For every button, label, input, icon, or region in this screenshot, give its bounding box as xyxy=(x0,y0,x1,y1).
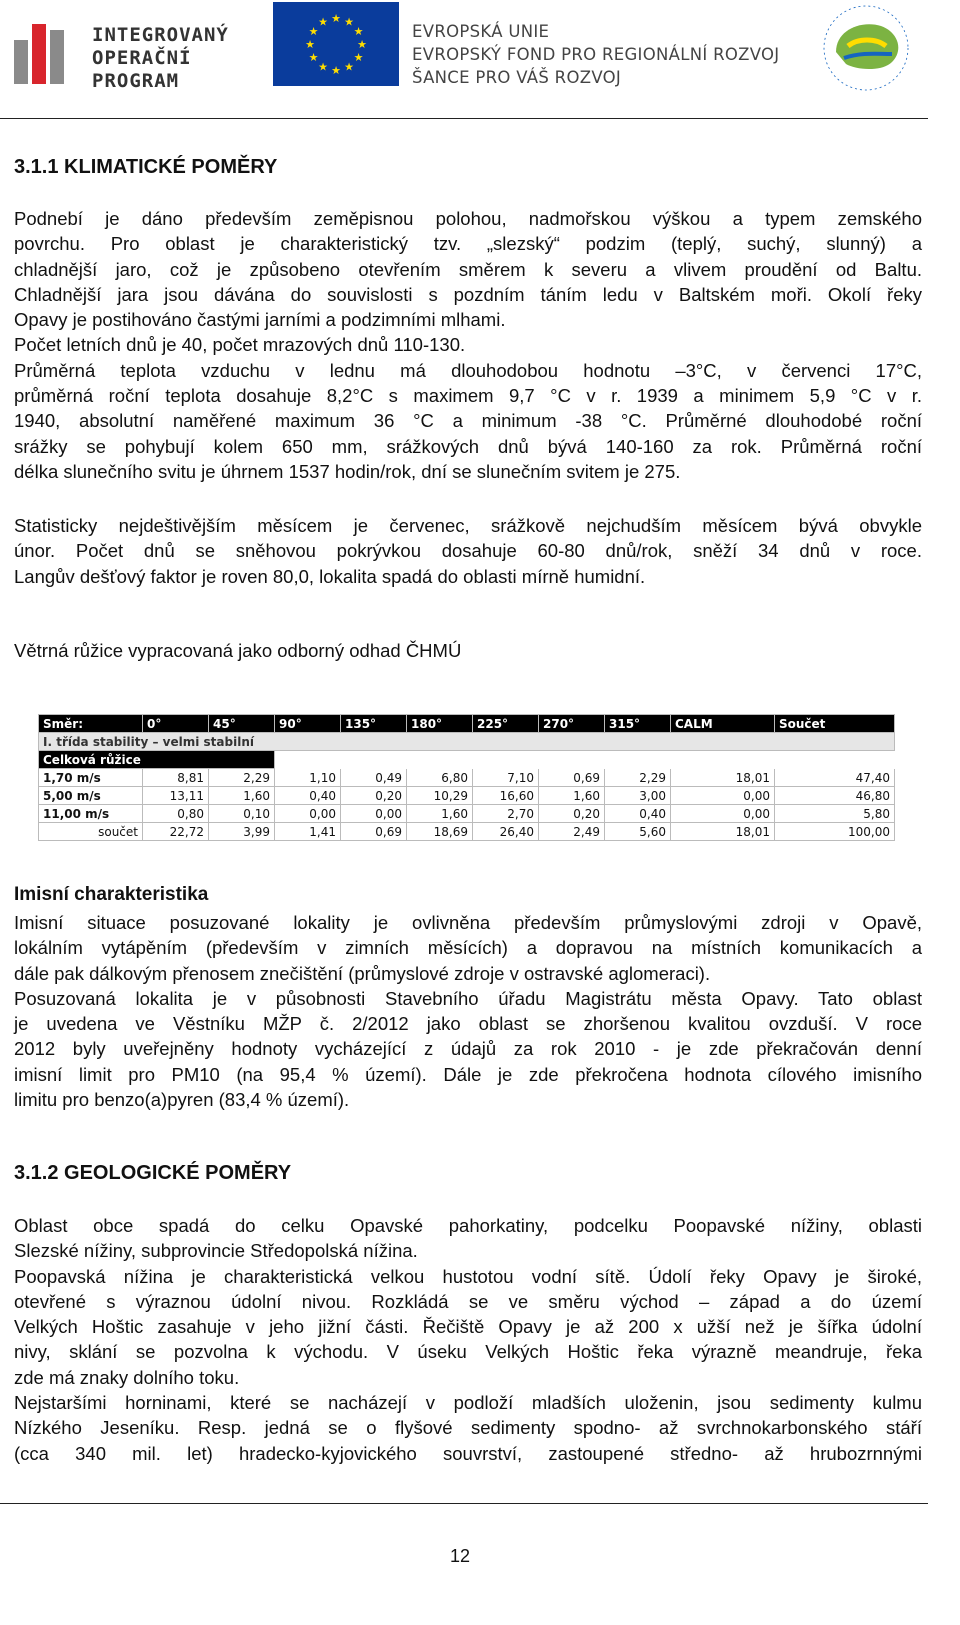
table-cell: 0,10 xyxy=(209,805,275,823)
eu-star-icon: ★ xyxy=(308,26,319,38)
table-cell: 2,49 xyxy=(539,823,605,841)
table-cell: 7,10 xyxy=(473,769,539,787)
table-row xyxy=(39,787,895,805)
table-cell: 1,60 xyxy=(539,787,605,805)
table-cell: 8,81 xyxy=(143,769,209,787)
rose-row xyxy=(39,751,895,769)
rose-label: Celková růžice xyxy=(39,751,275,769)
iop-logo xyxy=(14,10,244,90)
climate-paragraph-1: Podnebí je dáno především zeměpisnou polohou, nadmořskou výškou a typem zemského povrchu. Pro oblast je charakteristický tzv. „slezský“ podzim (teplý, suchý, slunný) a chladnější jaro, což je způsobeno otevřením směrem k severu a vlivem proudění od Baltu. Chladnější jara jsou dávána do souvislosti s pozdním táním ledu v Baltském moři. Okolí řeky Opavy je postihováno častými jarními a podzimními mlhami. Počet letních dnů je 40, počet mrazových dnů 110-130. Průměrná teplota vzduchu v lednu má dlouhodobou hodnotu –3°C, v červenci 17°C, průměrná roční teplota dosahuje 8,2°C s maximem 9,7 °C v r. 1939 a minimem 5,9 °C v r. 1940, absolutní naměřené maximum 36 °C a minimum -38 °C. Průměrné dlouhodobé roční srážky se pohybují kolem 650 mm, srážkových dnů bývá 140-160 za rok. Průměrná roční délka slunečního svitu je úhrnem 1537 hodin/rok, dní se slunečním svitem je 275. xyxy=(14,208,922,482)
section-heading-geology: 3.1.2 GEOLOGICKÉ POMĚRY xyxy=(14,1162,292,1184)
table-cell: 0,00 xyxy=(671,787,775,805)
table-cell: 0,40 xyxy=(275,787,341,805)
table-cell: 1,60 xyxy=(209,787,275,805)
eu-star-icon: ★ xyxy=(331,65,341,77)
table-cell: 22,72 xyxy=(143,823,209,841)
table-cell: 0,00 xyxy=(671,805,775,823)
ministry-logo xyxy=(806,2,926,94)
eu-star-icon: ★ xyxy=(331,13,341,25)
eu-star-icon: ★ xyxy=(353,52,364,64)
table-total-row xyxy=(39,823,895,841)
table-header: Směr: xyxy=(39,715,143,733)
stability-row xyxy=(39,733,895,751)
table-cell: 13,11 xyxy=(143,787,209,805)
eu-star-icon: ★ xyxy=(308,52,319,64)
table-cell: 10,29 xyxy=(407,787,473,805)
table-header: 225° xyxy=(473,715,539,733)
eu-star-icon: ★ xyxy=(318,16,328,29)
table-cell: 2,70 xyxy=(473,805,539,823)
page-header xyxy=(0,0,960,118)
footer-divider xyxy=(0,1503,928,1504)
table-cell: 0,20 xyxy=(539,805,605,823)
row-label: součet xyxy=(39,823,143,841)
table-header: 45° xyxy=(209,715,275,733)
table-cell: 100,00 xyxy=(775,823,895,841)
table-cell: 3,00 xyxy=(605,787,671,805)
table-cell: 18,01 xyxy=(671,769,775,787)
table-header: 180° xyxy=(407,715,473,733)
table-header: 315° xyxy=(605,715,671,733)
table-cell: 0,00 xyxy=(275,805,341,823)
table-cell: 0,40 xyxy=(605,805,671,823)
table-header: 270° xyxy=(539,715,605,733)
row-label: 1,70 m/s xyxy=(39,769,143,787)
table-cell: 3,99 xyxy=(209,823,275,841)
eu-star-icon: ★ xyxy=(318,61,328,74)
row-label: 11,00 m/s xyxy=(39,805,143,823)
eu-star-icon: ★ xyxy=(357,39,367,51)
table-cell: 5,80 xyxy=(775,805,895,823)
imise-heading: Imisní charakteristika xyxy=(14,884,209,905)
climate-paragraph-2: Statisticky nejdeštivějším měsícem je červenec, srážkově nejchudším měsícem bývá obvykle únor. Počet dnů se sněhovou pokrývkou dosahuje 60-80 dnů/rok, sněží 34 dnů v roce. Langův dešťový faktor je roven 80,0, lokalita spadá do oblasti mírně humidní. xyxy=(14,515,922,587)
eu-star-icon: ★ xyxy=(353,26,364,38)
table-cell: 1,10 xyxy=(275,769,341,787)
geology-paragraph: Oblast obce spadá do celku Opavské pahorkatiny, podcelku Poopavské nížiny, oblasti Slezské nížiny, subprovincie Středopolská nížina. Poopavská nížina je charakteristická velkou hustotou vodní sítě. Údolí řeky Opavy je široké, otevřené s výraznou údolní nivou. Rozkládá se ve směru východ – západ a do území Velkých Hoštic zasahuje v jeho jižní části. Řečiště Opavy je až 200 x užší než je šířka údolní nivy, sklání se pozvolna k východu. V úseku Velkých Hoštic řeka výrazně meandruje, řeka zde má znaky dolního toku. Nejstaršími horninami, které se nacházejí v podloží mladších uloženin, jsou sedimenty kulmu Nízkého Jeseníku. Resp. jedná se o flyšové sedimenty spodno- až svrchnokarbonského stáří (cca 340 mil. let) hradecko-kyjovického souvrství, zastoupené středno- až hrubozrnnými xyxy=(14,1215,922,1464)
table-cell: 46,80 xyxy=(775,787,895,805)
header-divider xyxy=(0,118,928,119)
table-cell: 26,40 xyxy=(473,823,539,841)
table-header-row xyxy=(39,715,895,733)
stability-label: I. třída stability – velmi stabilní xyxy=(39,733,895,751)
eu-flag-icon xyxy=(273,2,399,86)
table-header: 0° xyxy=(143,715,209,733)
imise-paragraph: Imisní situace posuzované lokality je ovlivněna především průmyslovými zdroji v Opavě, lokálním vytápěním (především v zimních měsících) a dopravou na místních komunikacích a dále pak dálkovým přenosem znečištění (průmyslové zdroje v ostravské aglomeraci). Posuzovaná lokalita je v působnosti Stavebního úřadu Magistrátu města Opavy. Tato oblast je uvedena ve Věstníku MŽP č. 2/2012 jako oblast se zhoršenou kvalitou ovzduší. V roce 2012 byly uveřejněny hodnoty vycházející z údajů za rok 2010 - je zde překračován denní imisní limit pro PM10 (na 95,4 % území). Dále je zde překročena hodnota cílového imisního limitu pro benzo(a)pyren (83,4 % území). xyxy=(14,912,922,1111)
table-cell: 0,20 xyxy=(341,787,407,805)
eu-star-icon: ★ xyxy=(344,16,354,29)
table-row xyxy=(39,805,895,823)
table-header: 90° xyxy=(275,715,341,733)
table-cell: 0,69 xyxy=(539,769,605,787)
table-cell: 0,49 xyxy=(341,769,407,787)
wind-rose-caption: Větrná růžice vypracovaná jako odborný odhad ČHMÚ xyxy=(14,640,462,661)
table-cell: 2,29 xyxy=(209,769,275,787)
table-cell: 1,60 xyxy=(407,805,473,823)
table-header: Součet xyxy=(775,715,895,733)
table-cell: 0,80 xyxy=(143,805,209,823)
eu-star-icon: ★ xyxy=(305,39,315,51)
table-cell: 1,41 xyxy=(275,823,341,841)
row-label: 5,00 m/s xyxy=(39,787,143,805)
page-number: 12 xyxy=(449,1546,471,1566)
table-cell: 18,01 xyxy=(671,823,775,841)
table-header: CALM xyxy=(671,715,775,733)
eu-text: EVROPSKÁ UNIE EVROPSKÝ FOND PRO REGIONÁLNÍ ROZVOJ ŠANCE PRO VÁŠ ROZVOJ xyxy=(412,22,780,87)
table-cell: 18,69 xyxy=(407,823,473,841)
table-cell: 47,40 xyxy=(775,769,895,787)
wind-rose-table xyxy=(38,714,895,841)
table-cell: 0,00 xyxy=(341,805,407,823)
section-heading-climate: 3.1.1 KLIMATICKÉ POMĚRY xyxy=(14,156,278,178)
table-cell: 6,80 xyxy=(407,769,473,787)
table-cell: 16,60 xyxy=(473,787,539,805)
eu-star-icon: ★ xyxy=(344,61,354,74)
table-cell: 0,69 xyxy=(341,823,407,841)
table-cell: 5,60 xyxy=(605,823,671,841)
table-header: 135° xyxy=(341,715,407,733)
iop-logo-text: INTEGROVANÝ OPERAČNÍ PROGRAM xyxy=(92,24,229,92)
table-row xyxy=(39,769,895,787)
iop-logo-icon xyxy=(14,24,74,84)
table-cell: 2,29 xyxy=(605,769,671,787)
